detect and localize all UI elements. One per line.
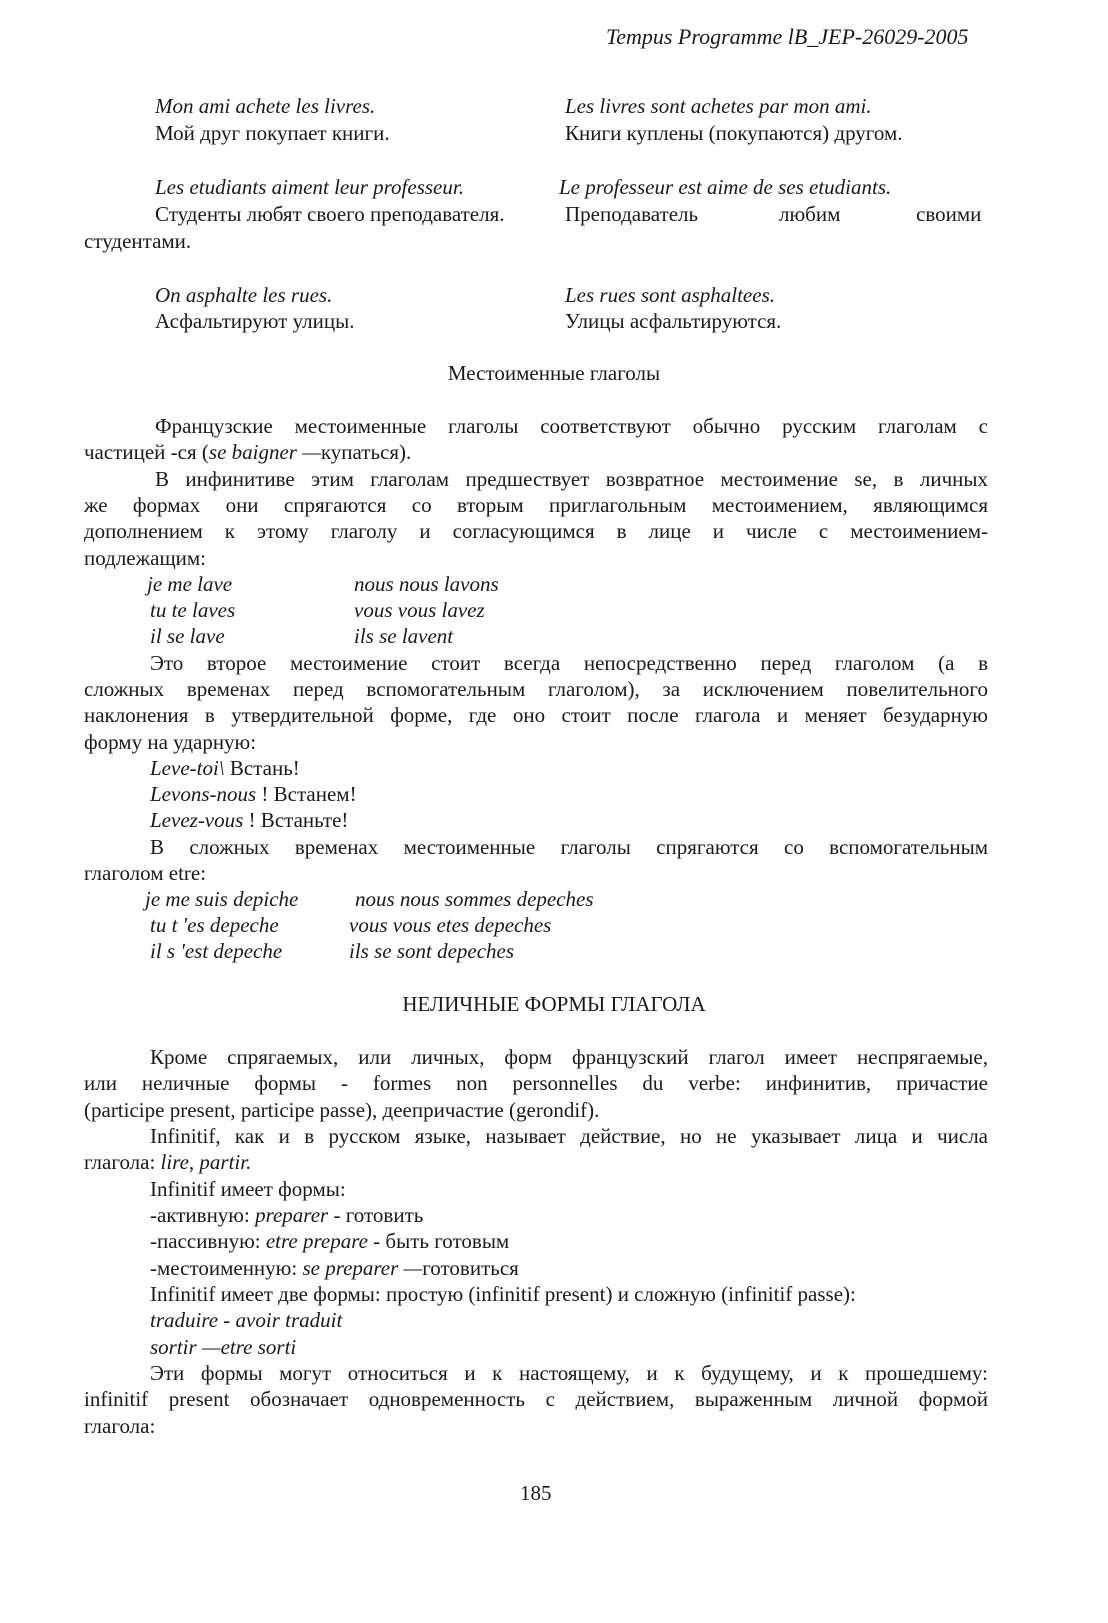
conj2-sg-2: tu t 'es depeche bbox=[150, 913, 279, 937]
conj1-sg-2: tu te laves bbox=[150, 598, 236, 622]
example-3-ru-passive: Улицы асфальтируются. bbox=[565, 309, 782, 333]
imperative-2 bbox=[150, 781, 357, 807]
conj2-pl-2: vous vous etes depeches bbox=[349, 913, 552, 937]
example-1-fr-passive: Les livres sont achetes par mon ami. bbox=[565, 94, 872, 118]
para-3-line-2: сложных временах перед вспомогательным глаголом), за исключением повелительного bbox=[84, 677, 988, 701]
form-passive-label: -пассивную: bbox=[150, 1229, 266, 1253]
form-active-ru: - готовить bbox=[328, 1203, 424, 1227]
example-2-fr-passive: Le professeur est aime de ses etudiants. bbox=[559, 175, 892, 199]
form-passive bbox=[150, 1228, 509, 1254]
para-2-line-2: же формах они спрягаются со вторым приглагольным местоимением, являющимся bbox=[84, 493, 988, 517]
para-3-line-1: Это второе местоимение стоит всегда непосредственно перед глаголом (а в bbox=[150, 651, 988, 675]
conj1-sg-3: il se lave bbox=[150, 624, 225, 648]
form-pronominal-fr: se preparer — bbox=[302, 1256, 423, 1280]
form-active-fr: preparer bbox=[255, 1203, 329, 1227]
s2-para-4: Infinitif имеет две формы: простую (infinitif present) и сложную (infinitif passe): bbox=[150, 1282, 856, 1306]
example-2-fr-active: Les etudiants aiment leur professeur. bbox=[155, 175, 464, 199]
s2-para-5-line-1: Эти формы могут относиться и к настоящему, и к будущему, и к прошедшему: bbox=[150, 1361, 988, 1385]
conj2-sg-3: il s 'est depeche bbox=[150, 939, 283, 963]
para-1-line-2-c: купаться). bbox=[320, 440, 412, 464]
para-4-line-1: В сложных временах местоименные глаголы спрягаются со вспомогательным bbox=[150, 835, 988, 859]
para-2-line-1: В инфинитиве этим глаголам предшествует возвратное местоимение se, в личных bbox=[155, 467, 988, 491]
section-title-pronominal-verbs: Местоименные глаголы bbox=[447, 361, 661, 385]
imperative-3-fr: Levez-vous bbox=[150, 808, 244, 832]
imperative-2-ru: ! Встанем! bbox=[256, 782, 357, 806]
para-3-line-4: форму на ударную: bbox=[84, 730, 257, 754]
s2-para-5-line-3: глагола: bbox=[84, 1414, 156, 1438]
conj1-pl-2: vous vous lavez bbox=[354, 598, 485, 622]
example-2-ru-passive-cont: студентами. bbox=[84, 229, 192, 253]
example-3-fr-passive: Les rues sont asphaltees. bbox=[565, 283, 775, 307]
conj2-pl-3: ils se sont depeches bbox=[349, 939, 515, 963]
example-2-ru-passive-word-2: любим bbox=[779, 202, 841, 226]
example-1-fr-active: Mon ami achete les livres. bbox=[155, 94, 376, 118]
imperative-3 bbox=[150, 807, 348, 833]
form-active-label: -активную: bbox=[150, 1203, 256, 1227]
s2-para-1-line-1: Кроме спрягаемых, или личных, форм французский глагол имеет неспрягаемые, bbox=[150, 1045, 988, 1069]
pair-1: traduire - avoir traduit bbox=[150, 1308, 343, 1332]
form-pronominal bbox=[150, 1255, 519, 1281]
imperative-2-fr: Levons-nous bbox=[150, 782, 257, 806]
para-2-line-4: подлежащим: bbox=[84, 546, 206, 570]
para-1-line-2-b: se baigner — bbox=[208, 440, 321, 464]
imperative-1 bbox=[150, 755, 300, 781]
conj1-pl-3: ils se lavent bbox=[354, 624, 454, 648]
form-active bbox=[150, 1202, 423, 1228]
s2-para-2-line-2-a: глагола: bbox=[84, 1150, 161, 1174]
para-1-line-2-a: частицей -ся ( bbox=[84, 440, 209, 464]
conj2-sg-1: je me suis depiche bbox=[145, 887, 299, 911]
para-2-line-3: дополнением к этому глаголу и согласующимся в лице и числе с местоимением- bbox=[84, 519, 988, 543]
conj1-pl-1: nous nous lavons bbox=[354, 572, 499, 596]
s2-para-2-line-1: Infinitif, как и в русском языке, называет действие, но не указывает лица и числа bbox=[150, 1124, 988, 1148]
form-pronominal-label: -местоименную: bbox=[150, 1256, 303, 1280]
example-1-ru-passive: Книги куплены (покупаются) другом. bbox=[565, 121, 903, 145]
form-pronominal-ru: готовиться bbox=[422, 1256, 519, 1280]
page-number: 185 bbox=[520, 1481, 552, 1505]
imperative-1-fr: Leve-toi\ bbox=[150, 756, 225, 780]
para-4-line-2: глаголом etre: bbox=[84, 861, 207, 885]
s2-para-2-line-2-b: lire, partir. bbox=[160, 1150, 252, 1174]
s2-para-5-line-2: infinitif present обозначает одновременность с действием, выраженным личной формой bbox=[84, 1387, 988, 1411]
running-header: Tempus Programme lB_JEP-26029-2005 bbox=[606, 24, 969, 49]
s2-para-1-line-3: (participe present, participe passe), деепричастие (gerondif). bbox=[84, 1098, 600, 1122]
form-passive-fr: etre prepare bbox=[265, 1229, 368, 1253]
pair-2: sortir —etre sorti bbox=[150, 1335, 297, 1359]
form-passive-ru: - быть готовым bbox=[367, 1229, 510, 1253]
example-2-ru-passive-word-1: Преподаватель bbox=[565, 202, 699, 226]
example-2-ru-passive-word-3: своими bbox=[916, 202, 982, 226]
s2-para-2-line-2 bbox=[84, 1149, 251, 1175]
s2-para-3: Infinitif имеет формы: bbox=[150, 1177, 346, 1201]
conj2-pl-1: nous nous sommes depeches bbox=[355, 887, 594, 911]
para-1-line-1: Французские местоименные глаголы соответствуют обычно русским глаголам с bbox=[155, 414, 988, 438]
para-3-line-3: наклонения в утвердительной форме, где оно стоит после глагола и меняет безударную bbox=[84, 703, 988, 727]
conj1-sg-1: je me lave bbox=[147, 572, 233, 596]
section-title-nonfinite-forms: НЕЛИЧНЫЕ ФОРМЫ ГЛАГОЛА bbox=[402, 992, 706, 1016]
example-3-fr-active: On asphalte les rues. bbox=[155, 283, 333, 307]
imperative-1-ru: Встань! bbox=[224, 756, 300, 780]
para-1-line-2 bbox=[84, 439, 411, 465]
imperative-3-ru: ! Встаньте! bbox=[243, 808, 349, 832]
s2-para-1-line-2: или неличные формы - formes non personnelles du verbe: инфинитив, причастие bbox=[84, 1071, 988, 1095]
example-1-ru-active: Мой друг покупает книги. bbox=[155, 121, 390, 145]
example-2-ru-active: Студенты любят своего преподавателя. bbox=[155, 202, 505, 226]
example-3-ru-active: Асфальтируют улицы. bbox=[155, 309, 355, 333]
